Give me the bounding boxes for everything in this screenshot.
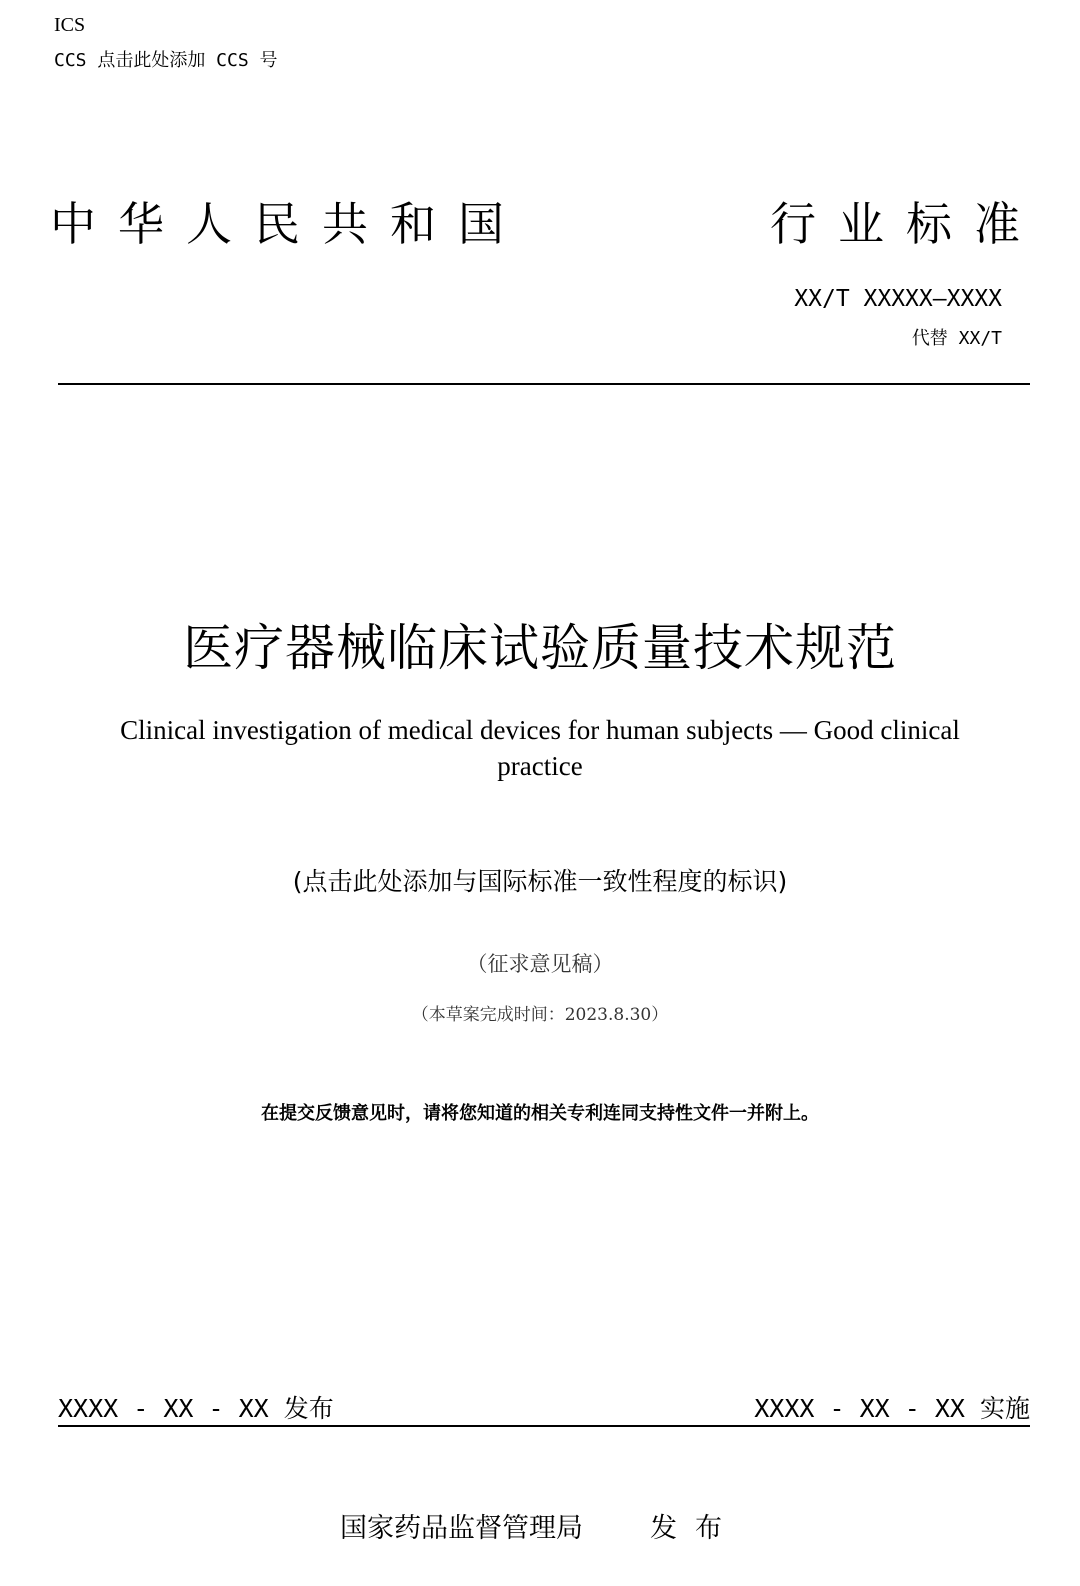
draft-status: （征求意见稿） bbox=[466, 952, 614, 976]
ics-label: ICS bbox=[54, 14, 86, 36]
completion-time: （本草案完成时间：2023.8.30） bbox=[411, 1005, 669, 1025]
title-chinese: 医疗器械临床试验质量技术规范 bbox=[183, 619, 897, 677]
header-divider bbox=[58, 383, 1030, 385]
standard-type: 行业标准 bbox=[770, 197, 1042, 251]
issuer-name: 国家药品监督管理局 bbox=[340, 1513, 583, 1544]
title-english bbox=[0, 712, 1080, 784]
implement-date: XXXX - XX - XX 实施 bbox=[754, 1394, 1030, 1423]
footer-divider bbox=[58, 1425, 1030, 1427]
ccs-label[interactable]: CCS 点击此处添加 CCS 号 bbox=[54, 50, 278, 71]
issuer-action: 发布 bbox=[650, 1513, 740, 1544]
publish-date: XXXX - XX - XX 发布 bbox=[58, 1394, 334, 1423]
consistency-note[interactable]: (点击此处添加与国际标准一致性程度的标识) bbox=[292, 867, 788, 896]
title-english-text: Clinical investigation of medical devices for human subjects — Good clinical practice bbox=[120, 715, 960, 781]
country-name: 中华人民共和国 bbox=[50, 197, 526, 251]
replaces-standard: 代替 XX/T bbox=[911, 328, 1002, 349]
standard-number: XX/T XXXXX—XXXX bbox=[794, 286, 1002, 312]
patent-notice: 在提交反馈意见时，请将您知道的相关专利连同支持性文件一并附上。 bbox=[261, 1103, 819, 1124]
